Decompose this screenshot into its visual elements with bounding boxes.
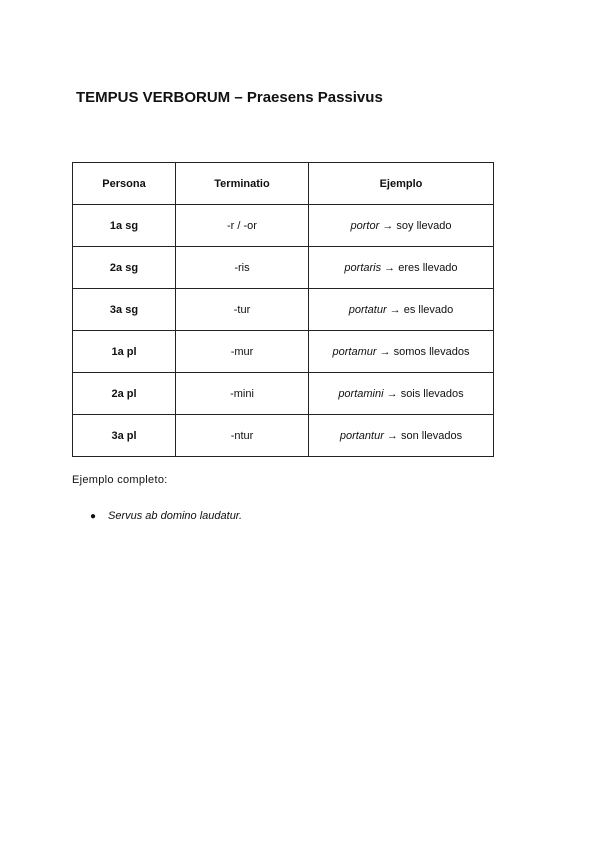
terminatio-cell: -mur — [176, 331, 309, 373]
table-row — [73, 289, 494, 331]
ejemplo-cell — [309, 415, 494, 457]
arrow-icon: → — [376, 345, 394, 358]
latin-form: portamini — [338, 387, 384, 400]
terminatio-cell: -ntur — [176, 415, 309, 457]
ejemplo-cell — [309, 289, 494, 331]
bullet-icon: ● — [90, 511, 97, 522]
translation: sois llevados — [400, 387, 464, 400]
translation: eres llevado — [398, 261, 458, 274]
ejemplo-cell — [309, 205, 494, 247]
ejemplo-cell — [309, 247, 494, 289]
arrow-icon: → — [381, 261, 399, 274]
persona-cell: 2a sg — [73, 247, 176, 289]
table-row — [73, 373, 494, 415]
list-item — [90, 509, 242, 524]
latin-form: portatur — [348, 303, 387, 316]
arrow-icon: → — [383, 387, 401, 400]
persona-cell: 1a pl — [73, 331, 176, 373]
example-sentence: Servus ab domino laudatur. — [108, 510, 243, 522]
full-example-label: Ejemplo completo: — [72, 474, 168, 486]
ejemplo-cell — [309, 331, 494, 373]
persona-cell: 3a pl — [73, 415, 176, 457]
translation: son llevados — [401, 429, 463, 442]
translation: somos llevados — [393, 345, 470, 358]
latin-form: portaris — [344, 261, 382, 274]
table-row — [73, 415, 494, 457]
ejemplo-cell — [309, 373, 494, 415]
persona-cell: 2a pl — [73, 373, 176, 415]
conjugation-table — [72, 162, 494, 457]
terminatio-cell: -mini — [176, 373, 309, 415]
header-terminatio: Terminatio — [176, 163, 309, 205]
table-row — [73, 247, 494, 289]
persona-cell: 3a sg — [73, 289, 176, 331]
table-header-row — [73, 163, 494, 205]
header-ejemplo: Ejemplo — [309, 163, 494, 205]
latin-form: portamur — [332, 345, 377, 358]
header-persona: Persona — [73, 163, 176, 205]
persona-cell: 1a sg — [73, 205, 176, 247]
translation: soy llevado — [396, 219, 452, 232]
arrow-icon: → — [383, 429, 401, 442]
arrow-icon: → — [379, 219, 397, 232]
translation: es llevado — [403, 303, 454, 316]
latin-form: portor — [350, 219, 380, 232]
terminatio-cell: -ris — [176, 247, 309, 289]
terminatio-cell: -r / -or — [176, 205, 309, 247]
page-title: TEMPUS VERBORUM – Praesens Passivus — [76, 89, 383, 106]
terminatio-cell: -tur — [176, 289, 309, 331]
arrow-icon: → — [386, 303, 404, 316]
table-row — [73, 205, 494, 247]
example-list — [90, 509, 242, 524]
latin-form: portantur — [339, 429, 384, 442]
table-row — [73, 331, 494, 373]
